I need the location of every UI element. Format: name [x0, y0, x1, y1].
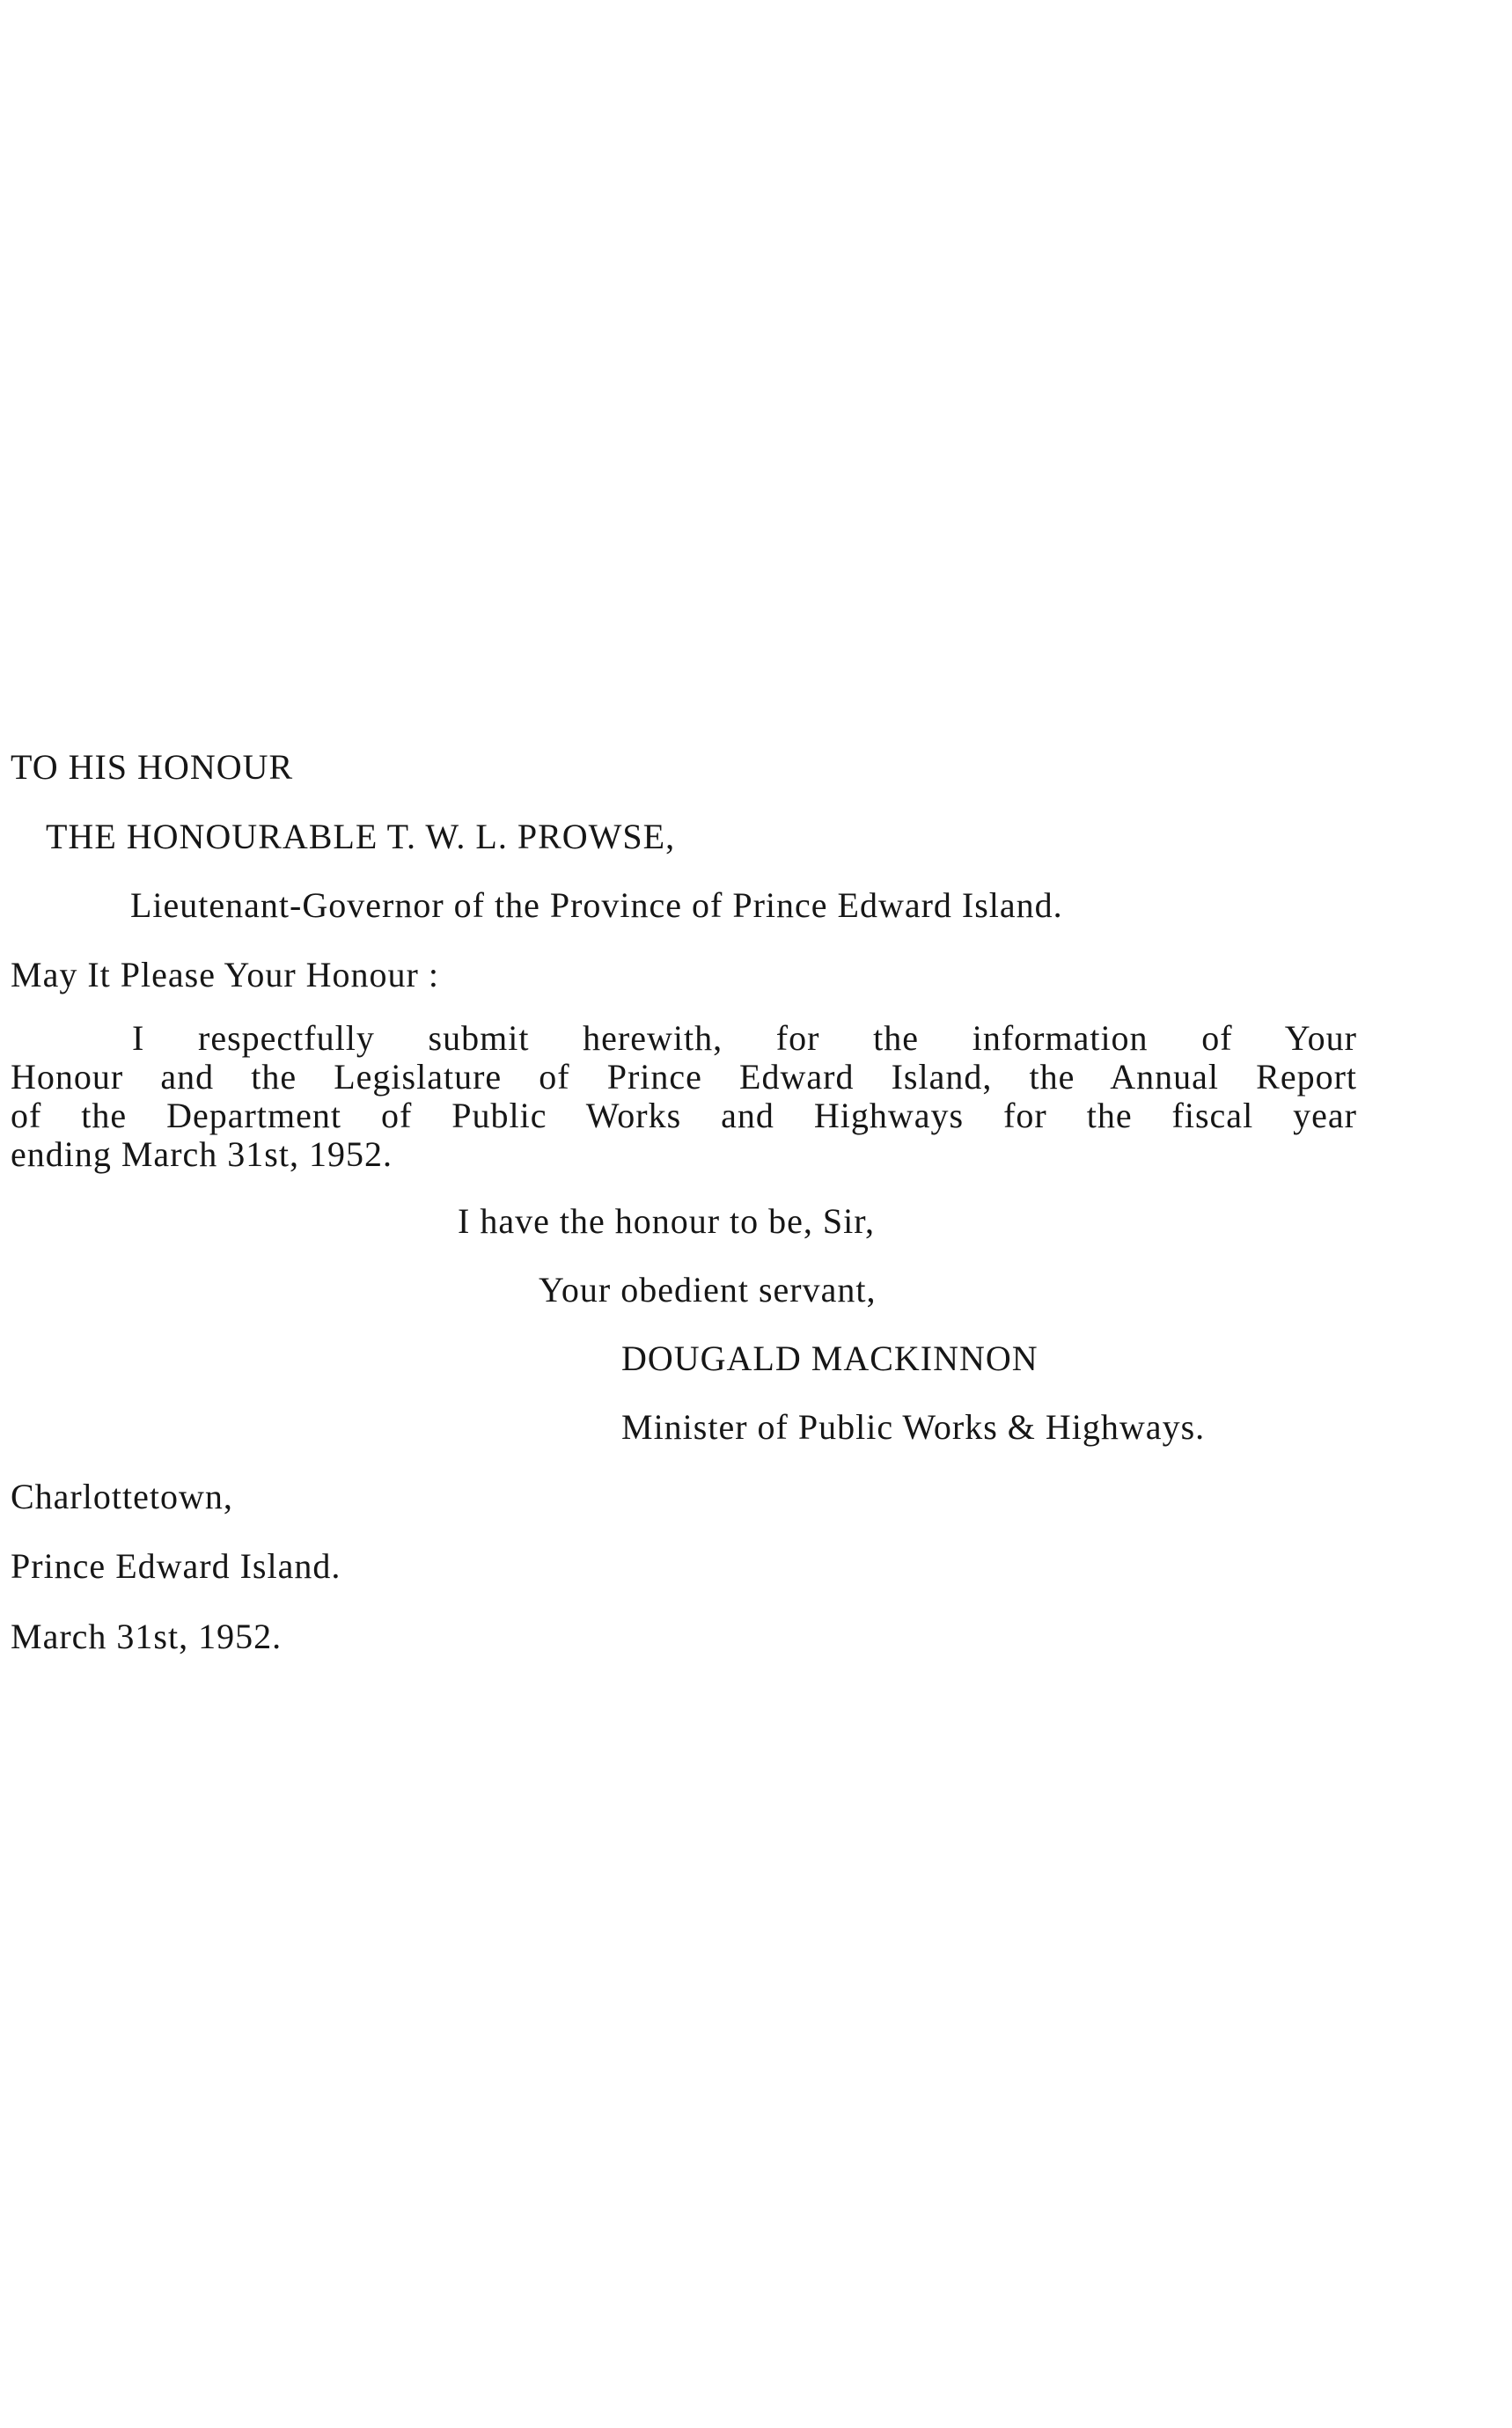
letter-body — [11, 1019, 1357, 1174]
body-line: ending March 31st, 1952. — [11, 1134, 393, 1174]
salutation-to: TO HIS HONOUR — [11, 747, 294, 787]
place-province: Prince Edward Island. — [11, 1546, 341, 1586]
body-line: I respectfully submit herewith, for the information of Your — [132, 1018, 1357, 1058]
letter-opening: May It Please Your Honour : — [11, 955, 439, 994]
letter-date: March 31st, 1952. — [11, 1617, 283, 1656]
body-line: of the Department of Public Works and Highways for the fiscal year — [11, 1096, 1357, 1135]
place-city: Charlottetown, — [11, 1477, 233, 1516]
addressee-office: Lieutenant-Governor of the Province of Prince Edward Island. — [130, 885, 1063, 925]
letter-valediction: Your obedient servant, — [539, 1270, 877, 1309]
addressee: THE HONOURABLE T. W. L. PROWSE, — [46, 817, 676, 856]
body-line: Honour and the Legislature of Prince Edward Island, the Annual Report — [11, 1057, 1357, 1097]
letter-closing: I have the honour to be, Sir, — [458, 1201, 875, 1241]
signatory-title: Minister of Public Works & Highways. — [621, 1407, 1206, 1447]
signatory-name: DOUGALD MACKINNON — [621, 1339, 1039, 1378]
